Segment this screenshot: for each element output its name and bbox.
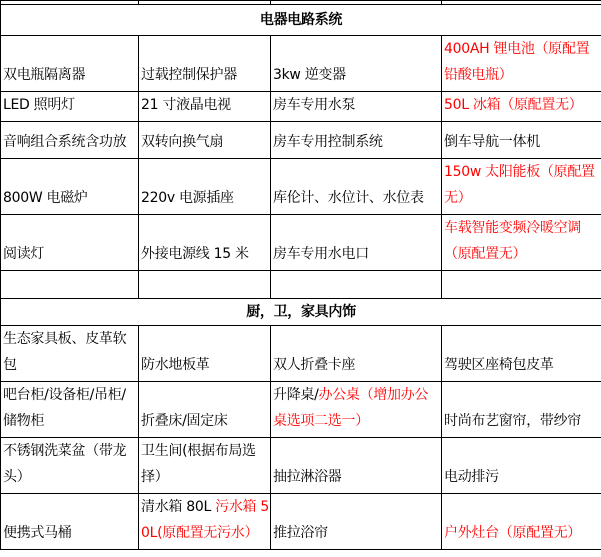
table-cell: 电动排污	[442, 438, 601, 494]
table-row	[1, 382, 601, 438]
table-cell: 卫生间(根据布局选择）	[139, 438, 271, 494]
table-cell: 过载控制保护器	[139, 36, 271, 92]
table-cell: 房车专用水泵	[271, 92, 442, 122]
section-title-electrical: 电器电路系统	[1, 5, 601, 36]
table-cell: 不锈钢洗菜盆（带龙头）	[1, 438, 139, 494]
table-cell: 3kw 逆变器	[271, 36, 442, 92]
table-cell: 400AH 锂电池（原配置铅酸电瓶）	[442, 36, 601, 92]
section-title-interior: 厨，卫，家具内饰	[1, 299, 601, 326]
table-cell: 双转向换气扇	[139, 122, 271, 159]
table-cell: 折叠床/固定床	[139, 382, 271, 438]
table-cell: 外接电源线 15 米	[139, 215, 271, 271]
table-cell: 吧台柜/设备柜/吊柜/储物柜	[1, 382, 139, 438]
table-cell: 生态家具板、皮革软包	[1, 326, 139, 382]
table-cell: 音响组合系统含功放	[1, 122, 139, 159]
cell-text: 清水箱 80L	[141, 499, 216, 515]
table-row	[1, 92, 601, 122]
table-cell: 双电瓶隔离器	[1, 36, 139, 92]
table-row	[1, 494, 601, 550]
cell-text-red: 办公桌（增加办公桌选项二选一）	[273, 387, 429, 429]
table-cell	[271, 382, 442, 438]
table-cell: 驾驶区座椅包皮革	[442, 326, 601, 382]
table-cell: LED 照明灯	[1, 92, 139, 122]
table-row	[1, 36, 601, 92]
table-cell: 抽拉淋浴器	[271, 438, 442, 494]
section-header-row	[1, 299, 601, 326]
table-cell: 150w 太阳能板（原配置无）	[442, 159, 601, 215]
table-row	[1, 215, 601, 271]
table-cell: 库伦计、水位计、水位表	[271, 159, 442, 215]
table-cell: 50L 冰箱（原配置无）	[442, 92, 601, 122]
table-cell: 防水地板革	[139, 326, 271, 382]
table-cell: 推拉浴帘	[271, 494, 442, 550]
cell-text-red: 污水箱 50L(原配置无污水）	[141, 499, 269, 541]
table-cell: 800W 电磁炉	[1, 159, 139, 215]
table-cell: 便携式马桶	[1, 494, 139, 550]
section-header-row	[1, 5, 601, 36]
table-cell	[139, 494, 271, 550]
table-cell: 21 寸液晶电视	[139, 92, 271, 122]
table-cell: 阅读灯	[1, 215, 139, 271]
table-cell: 220v 电源插座	[139, 159, 271, 215]
table-row	[1, 438, 601, 494]
table-cell: 房车专用水电口	[271, 215, 442, 271]
table-cell: 双人折叠卡座	[271, 326, 442, 382]
table-cell: 时尚布艺窗帘，带纱帘	[442, 382, 601, 438]
table-cell: 房车专用控制系统	[271, 122, 442, 159]
table-row	[1, 122, 601, 159]
table-row	[1, 159, 601, 215]
table-cell: 车载智能变频冷暖空调（原配置无）	[442, 215, 601, 271]
cell-text: 升降桌/	[273, 387, 319, 403]
table-cell: 户外灶台（原配置无）	[442, 494, 601, 550]
table-row	[1, 271, 601, 299]
table-row	[1, 326, 601, 382]
table-cell: 倒车导航一体机	[442, 122, 601, 159]
